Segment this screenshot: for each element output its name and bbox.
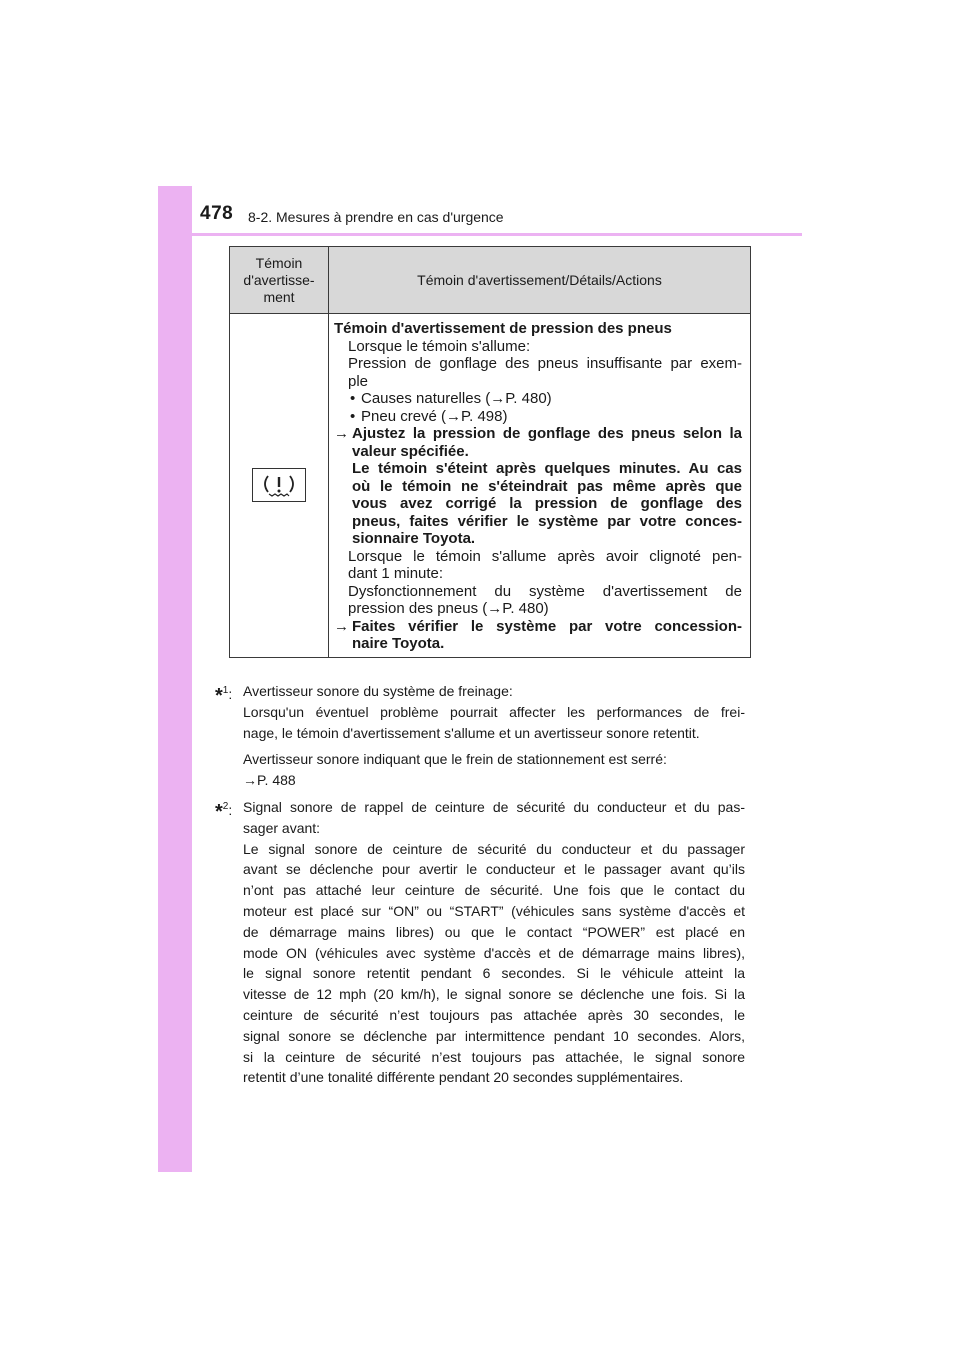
details-cell <box>329 314 751 658</box>
warning-title: Témoin d'avertissement de pression des pneus <box>334 320 672 337</box>
column-header-details: Témoin d'avertissement/Détails/Actions <box>329 247 751 314</box>
action-item: → Ajustez la pression de gonflage des pneus selon la valeur spécifiée. Le témoin s'éteint après quelques minutes. Au cas où le témoin ne s'éteindrait pas même après que vous avez corrigé la pression de gonflage des pneus, faites vérifier le système par votre conces- sionnaire Toyota. <box>334 425 742 547</box>
indicator-cell <box>230 314 329 658</box>
header-rule <box>192 233 802 236</box>
footnote-1: *$^1$: Avertisseur sonore du système de freinage: Lorsqu'un éventuel problème pourrait affecter les performances de frei- nage, le témoin d'avertissement s'allume et un avertisseur sonore retentit. Avertisseur sonore indiquant que le frein de stationnement est serré: →P. 488 <box>215 683 745 789</box>
column-header-indicator: Témoin d'avertisse- ment <box>230 247 329 314</box>
condition-text: Lorsque le témoin s'allume: <box>348 337 531 355</box>
bullet-item: • Causes naturelles (→P. 480) <box>334 390 742 408</box>
table-header-row <box>230 247 751 314</box>
footnotes <box>215 681 745 1088</box>
action-item: → Faites vérifier le système par votre concession- naire Toyota. <box>334 617 742 652</box>
cause-text: Pression de gonflage des pneus insuffisante par exem- ple <box>348 355 742 390</box>
table-row <box>230 314 751 658</box>
footnote-marker: *$^2$: <box>215 800 233 823</box>
arrow-icon: → <box>334 617 349 635</box>
arrow-icon: → <box>334 425 349 442</box>
warning-light-table <box>229 246 751 658</box>
section-title: 8-2. Mesures à prendre en cas d'urgence <box>248 209 504 225</box>
footnote-marker: *$^1$: <box>215 685 233 707</box>
bullet-item: • Pneu crevé (→P. 498) <box>334 408 742 426</box>
section-side-tab <box>158 186 192 1172</box>
condition-text: Lorsque le témoin s'allume après avoir clignoté pen- dant 1 minute: Dysfonctionnement du système d'avertissement de pression des pneus (→P. 480) <box>348 547 742 617</box>
tire-pressure-warning-icon <box>252 468 306 502</box>
page-number: 478 <box>200 203 234 224</box>
footnote-2: *$^2$: Signal sonore de rappel de ceinture de sécurité du conducteur et du pas- sager avant: Le signal sonore de ceinture de sécurité du conducteur et du passager avant se déclenche pour avertir le conducteur et le passager avant qu’ils n’ont pas attaché leur ceinture de sécurité. Une fois que le contact du moteur est placé sur “ON” ou “START” (véhicules sans système d'accès et de démarrage mains libres) ou que le contact “POWER” est placé en mode ON (véhicules avec système d'accès et de démarrage mains libres), le signal sonore retentit pendant 6 secondes. Si le véhicule atteint la vitesse de 12 mph (20 km/h), le signal sonore se déclenche une fois. Si la ceinture de sécurité n’est toujours pas attachée après 30 secondes, le signal sonore se déclenche par intermittence pendant 10 secondes. Alors, si la ceinture de sécurité n’est toujours pas attachée, le signal sonore retentit d’une tonalité différente pendant 20 secondes supplémentaires. <box>215 798 745 1086</box>
